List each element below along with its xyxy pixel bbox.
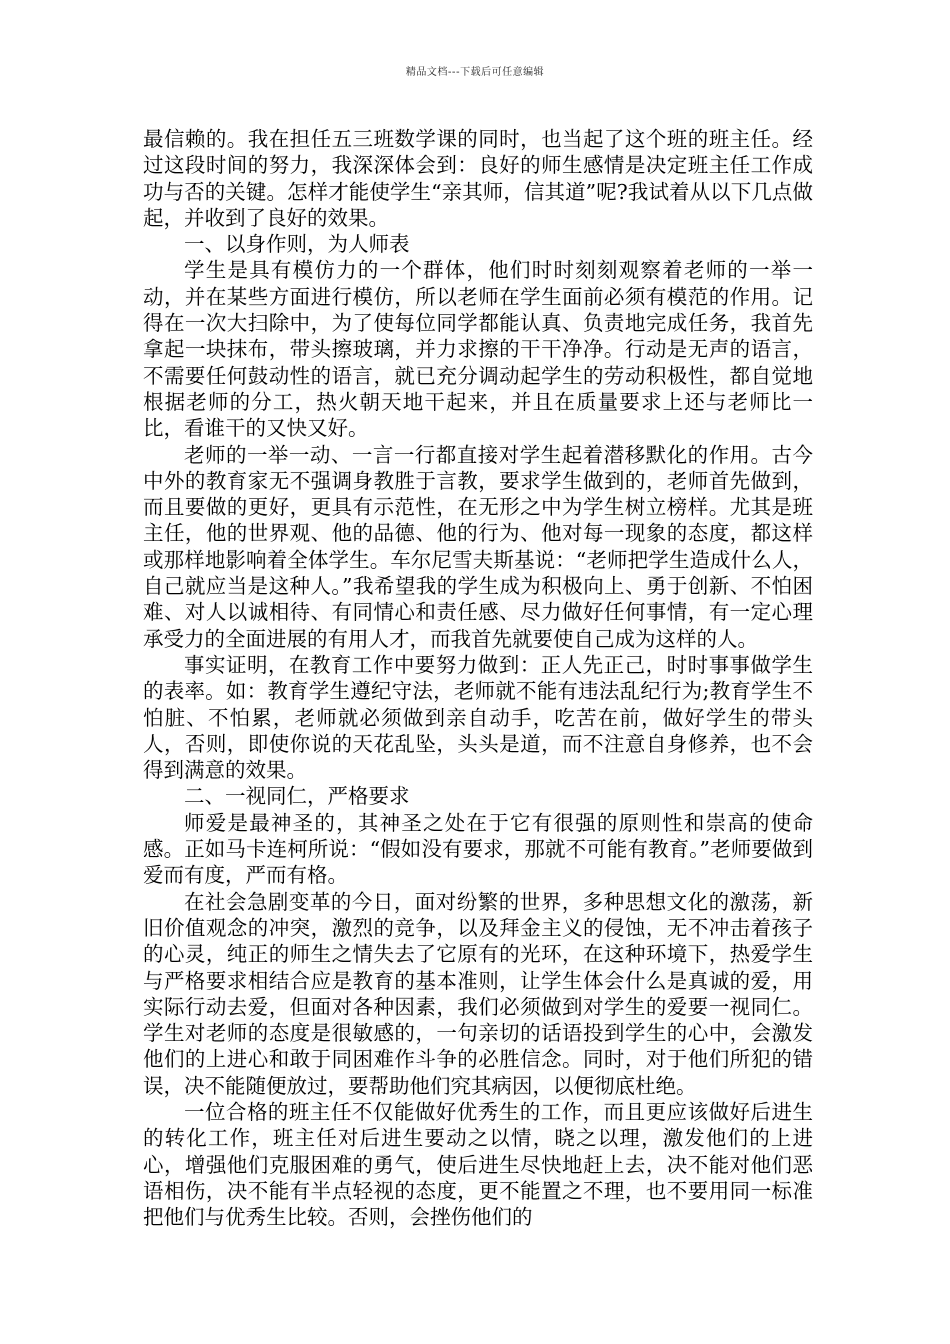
paragraph: 师爱是最神圣的，其神圣之处在于它有很强的原则性和崇高的使命感。正如马卡连柯所说：“假如没有要求，那就不可能有教育。”老师要做到爱而有度，严而有格。 (143, 810, 813, 888)
section-heading: 二、一视同仁，严格要求 (184, 784, 410, 809)
section-heading: 一、以身作则，为人师表 (184, 232, 410, 257)
paragraph: 一位合格的班主任不仅能做好优秀生的工作，而且更应该做好后进生的转化工作，班主任对后进生要动之以情，晓之以理，激发他们的上进心，增强他们克服困难的勇气，使后进生尽快地赶上去，决不能对他们恶语相伤，决不能有半点轻视的态度，更不能置之不理，也不要用同一标准把他们与优秀生比较。否则，会挫伤他们的 (143, 1099, 813, 1230)
paragraph: 老师的一举一动、一言一行都直接对学生起着潜移默化的作用。古今中外的教育家无不强调身教胜于言教，要求学生做到的，老师首先做到，而且要做的更好，更具有示范性，在无形之中为学生树立榜样。尤其是班主任，他的世界观、他的品德、他的行为、他对每一现象的态度，都这样或那样地影响着全体学生。车尔尼雪夫斯基说：“老师把学生造成什么人，自己就应当是这种人。”我希望我的学生成为积极向上、勇于创新、不怕困难、对人以诚相待、有同情心和责任感、尽力做好任何事情，有一定心理承受力的全面进展的有用人才，而我首先就要使自己成为这样的人。 (143, 442, 813, 651)
paragraph: 在社会急剧变革的今日，面对纷繁的世界，多种思想文化的激荡，新旧价值观念的冲突，激烈的竞争，以及拜金主义的侵蚀，无不冲击着孩子的心灵，纯正的师生之情失去了它原有的光环，在这种环境下，热爱学生与严格要求相结合应是教育的基本准则，让学生体会什么是真诚的爱，用实际行动去爱，但面对各种因素，我们必须做到对学生的爱要一视同仁。学生对老师的态度是很敏感的，一句亲切的话语投到学生的心中，会激发他们的上进心和敢于同困难作斗争的必胜信念。同时，对于他们所犯的错误，决不能随便放过，要帮助他们究其病因，以便彻底杜绝。 (143, 889, 813, 1098)
paragraph: 事实证明，在教育工作中要努力做到：正人先正己，时时事事做学生的表率。如：教育学生遵纪守法，老师就不能有违法乱纪行为;教育学生不怕脏、不怕累，老师就必须做到亲自动手，吃苦在前，做好学生的带头人，否则，即使你说的天花乱坠，头头是道，而不注意自身修养，也不会得到满意的效果。 (143, 652, 813, 783)
document-body (143, 126, 813, 1230)
paragraph: 学生是具有模仿力的一个群体，他们时时刻刻观察着老师的一举一动，并在某些方面进行模仿，所以老师在学生面前必须有模范的作用。记得在一次大扫除中，为了使每位同学都能认真、负责地完成任务，我首先拿起一块抹布，带头擦玻璃，并力求擦的干干净净。行动是无声的语言，不需要任何鼓动性的语言，就已充分调动起学生的劳动积极性，都自觉地根据老师的分工，热火朝天地干起来，并且在质量要求上还与老师比一比，看谁干的又快又好。 (143, 258, 813, 441)
page-header: 精品文档---下载后可任意编辑 (405, 67, 545, 78)
paragraph: 最信赖的。我在担任五三班数学课的同时，也当起了这个班的班主任。经过这段时间的努力，我深深体会到：良好的师生感情是决定班主任工作成功与否的关键。怎样才能使学生“亲其师，信其道”呢?我试着从以下几点做起，并收到了良好的效果。 (143, 127, 813, 230)
